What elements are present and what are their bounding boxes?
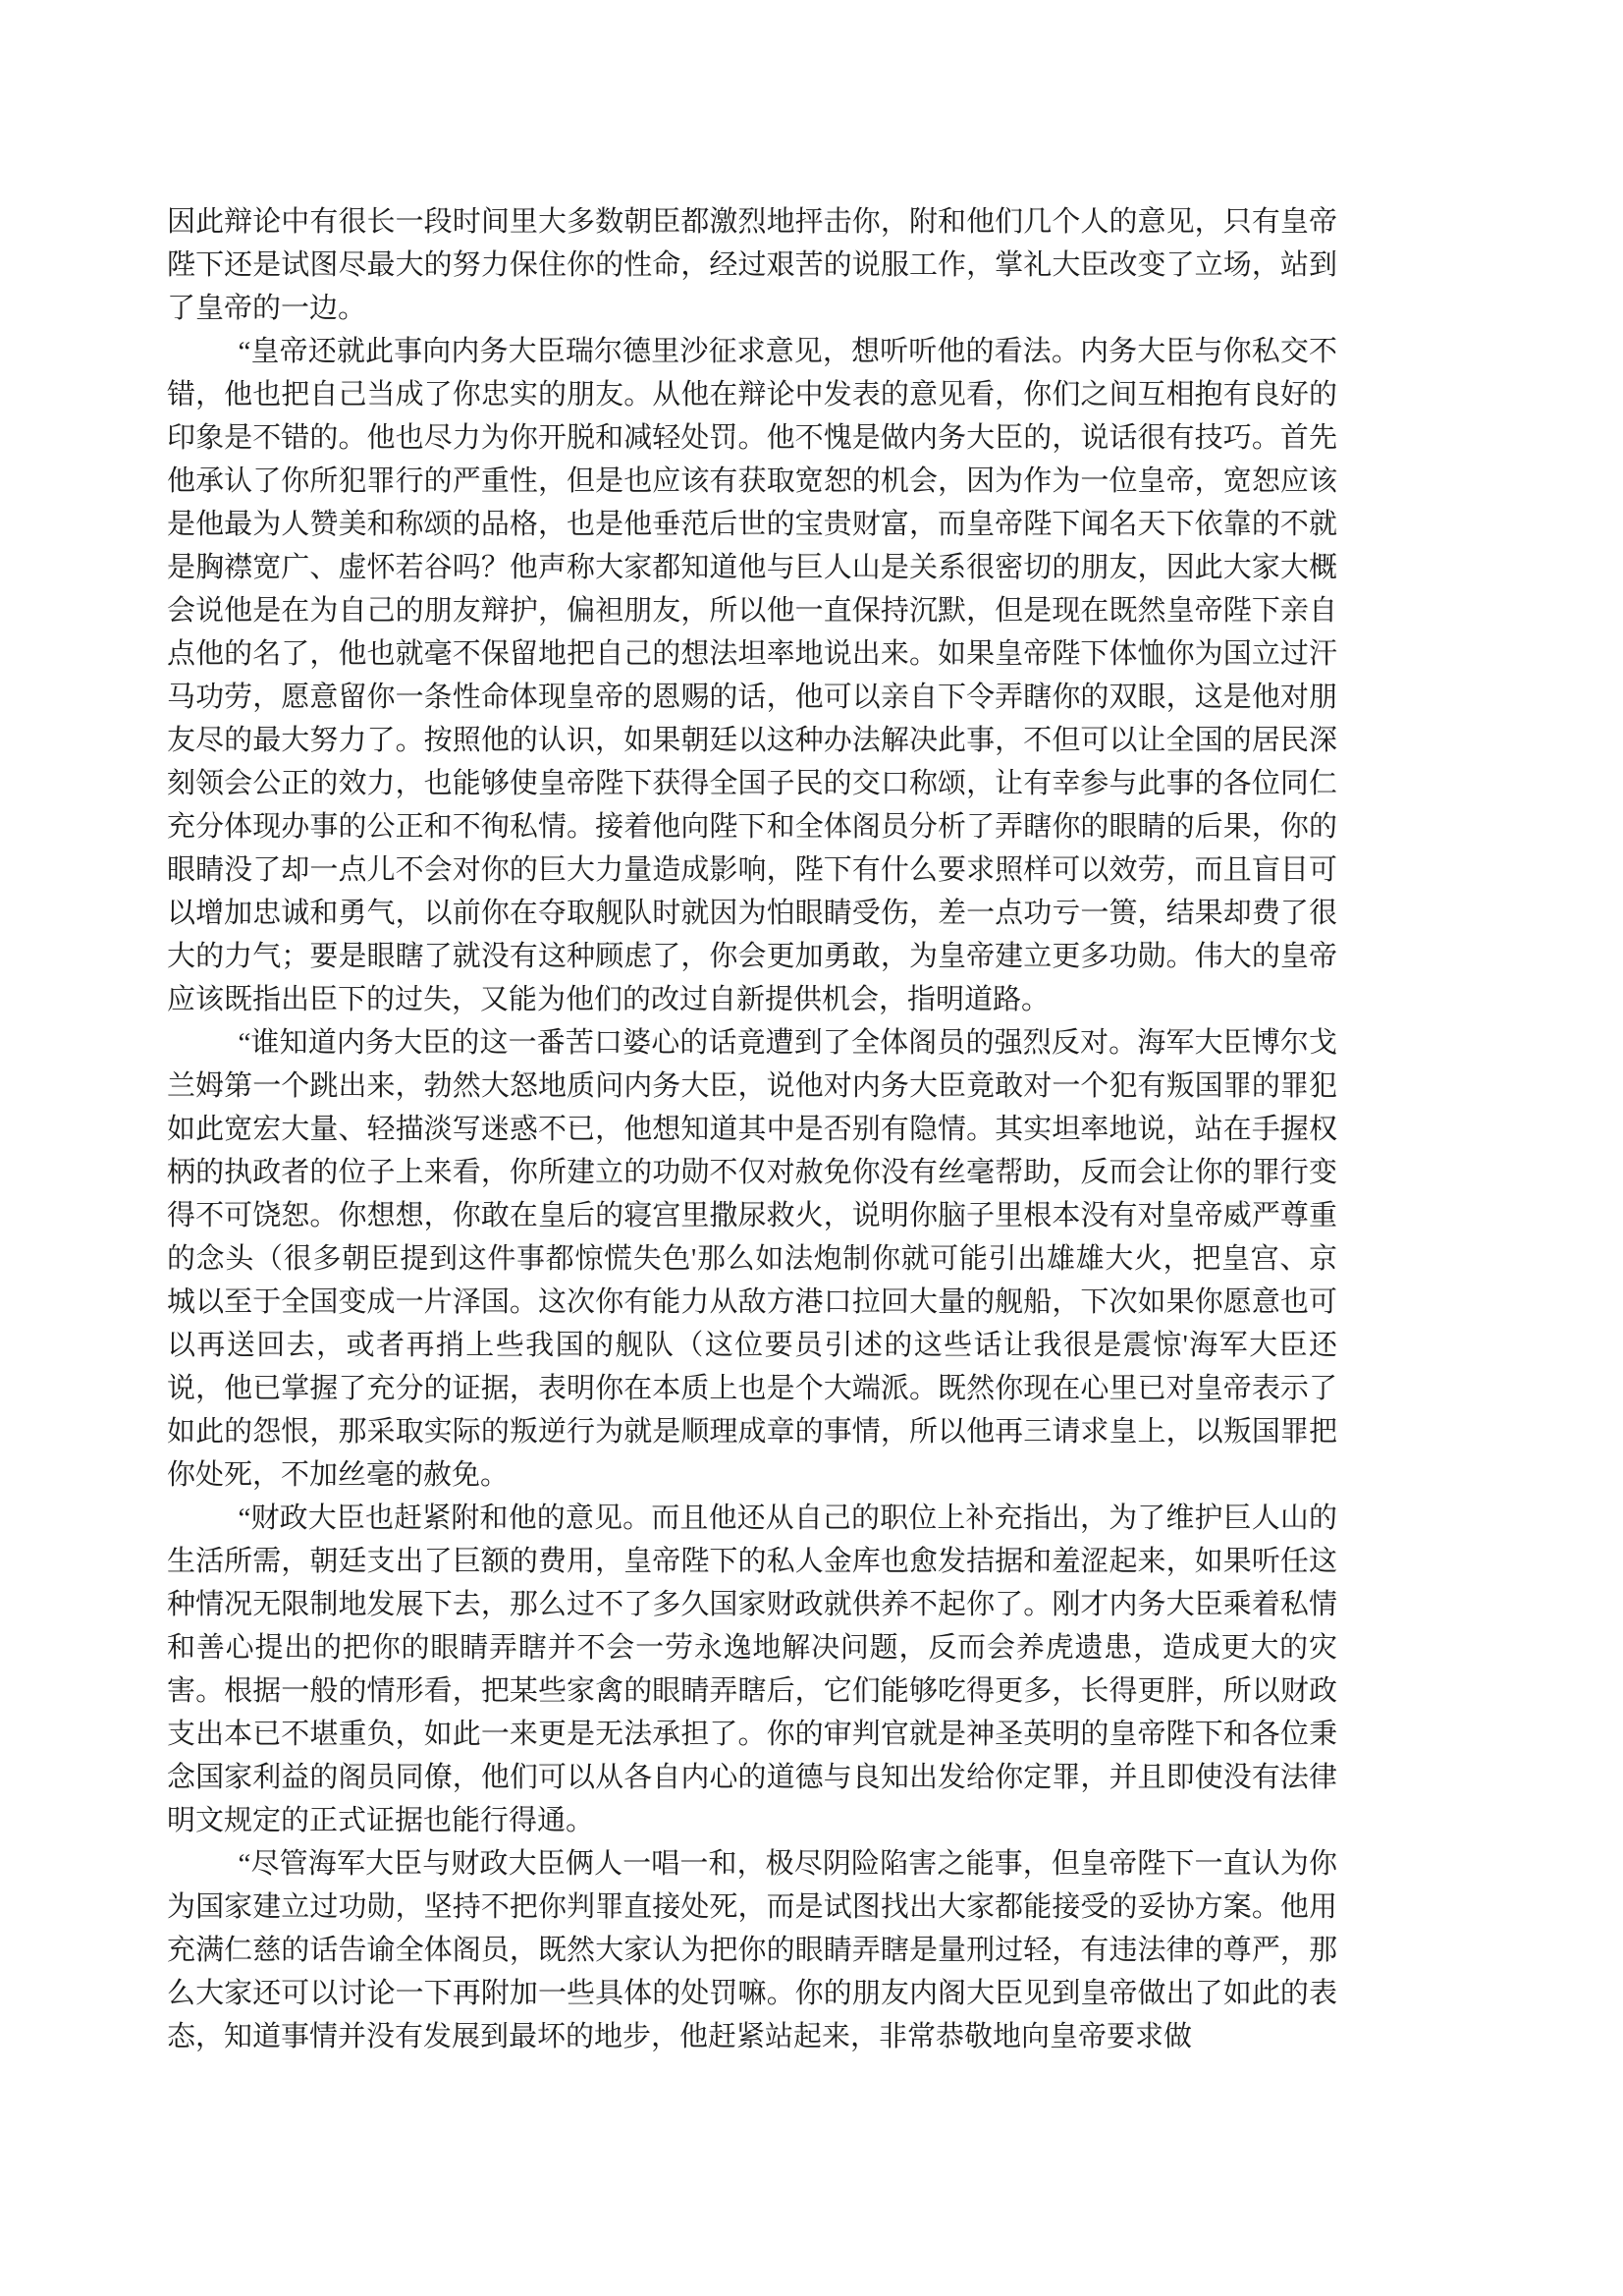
paragraph-treasurer-opinion: “财政大臣也赶紧附和他的意见。而且他还从自己的职位上补充指出，为了维护巨人山的生活所需，朝廷支出了巨额的费用，皇帝陛下的私人金库也愈发拮据和羞涩起来，如果听任这种情况无限制地发展下去，那么过不了多久国家财政就供养不起你了。刚才内务大臣乘着私情和善心提出的把你的眼睛弄瞎并不会一劳永逸地解决问题，反而会养虎遗患，造成更大的灾害。根据一般的情形看，把某些家禽的眼睛弄瞎后，它们能够吃得更多，长得更胖，所以财政支出本已不堪重负，如此一来更是无法承担了。你的审判官就是神圣英明的皇帝陛下和各位秉念国家利益的阁员同僚，他们可以从各自内心的道德与良知出发给你定罪，并且即使没有法律明文规定的正式证据也能行得通。 (167, 1503, 1337, 1836)
text-block (167, 200, 1337, 2058)
paragraph-admiral-objection: “谁知道内务大臣的这一番苦口婆心的话竟遭到了全体阁员的强烈反对。海军大臣博尔戈兰姆第一个跳出来，勃然大怒地质问内务大臣，说他对内务大臣竟敢对一个犯有叛国罪的罪犯如此宽宏大量、轻描淡写迷惑不已，他想知道其中是否别有隐情。其实坦率地说，站在手握权柄的执政者的位子上来看，你所建立的功勋不仅对赦免你没有丝毫帮助，反而会让你的罪行变得不可饶恕。你想想，你敢在皇后的寝宫里撒尿救火，说明你脑子里根本没有对皇帝威严尊重的念头（很多朝臣提到这件事都惊慌失色'那么如法炮制你就可能引出雄雄大火，把皇宫、京城以至于全国变成一片泽国。这次你有能力从敌方港口拉回大量的舰船，下次如果你愿意也可以再送回去，或者再捎上些我国的舰队（这位要员引述的这些话让我很是震惊'海军大臣还说，他已掌握了充分的证据，表明你在本质上也是个大端派。既然你现在心里已对皇帝表示了如此的怨恨，那采取实际的叛逆行为就是顺理成章的事情，所以他再三请求皇上，以叛国罪把你处死，不加丝毫的赦免。 (167, 1027, 1337, 1491)
paragraph-continuation: 因此辩论中有很长一段时间里大多数朝臣都激烈地抨击你，附和他们几个人的意见，只有皇帝陛下还是试图尽最大的努力保住你的性命，经过艰苦的说服工作，掌礼大臣改变了立场，站到了皇帝的一边。 (167, 206, 1337, 324)
paragraph-interior-minister-opinion: “皇帝还就此事向内务大臣瑞尔德里沙征求意见，想听听他的看法。内务大臣与你私交不错，他也把自己当成了你忠实的朋友。从他在辩论中发表的意见看，你们之间互相抱有良好的印象是不错的。他也尽力为你开脱和减轻处罚。他不愧是做内务大臣的，说话很有技巧。首先他承认了你所犯罪行的严重性，但是也应该有获取宽恕的机会，因为作为一位皇帝，宽恕应该是他最为人赞美和称颂的品格，也是他垂范后世的宝贵财富，而皇帝陛下闻名天下依靠的不就是胸襟宽广、虚怀若谷吗？他声称大家都知道他与巨人山是关系很密切的朋友，因此大家大概会说他是在为自己的朋友辩护，偏袒朋友，所以他一直保持沉默，但是现在既然皇帝陛下亲自点他的名了，他也就毫不保留地把自己的想法坦率地说出来。如果皇帝陛下体恤你为国立过汗马功劳，愿意留你一条性命体现皇帝的恩赐的话，他可以亲自下令弄瞎你的双眼，这是他对朋友尽的最大努力了。按照他的认识，如果朝廷以这种办法解决此事，不但可以让全国的居民深刻领会公正的效力，也能够使皇帝陛下获得全国子民的交口称颂，让有幸参与此事的各位同仁充分体现办事的公正和不徇私情。接着他向陛下和全体阁员分析了弄瞎你的眼睛的后果，你的眼睛没了却一点儿不会对你的巨大力量造成影响，陛下有什么要求照样可以效劳，而且盲目可以增加忠诚和勇气，以前你在夺取舰队时就因为怕眼睛受伤，差一点功亏一篑，结果却费了很大的力气；要是眼瞎了就没有这种顾虑了，你会更加勇敢，为皇帝建立更多功勋。伟大的皇帝应该既指出臣下的过失，又能为他们的改过自新提供机会，指明道路。 (167, 336, 1337, 1015)
paragraph-emperor-compromise: “尽管海军大臣与财政大臣俩人一唱一和，极尽阴险陷害之能事，但皇帝陛下一直认为你为国家建立过功勋，坚持不把你判罪直接处死，而是试图找出大家都能接受的妥协方案。他用充满仁慈的话告谕全体阁员，既然大家认为把你的眼睛弄瞎是量刑过轻，有违法律的尊严，那么大家还可以讨论一下再附加一些具体的处罚嘛。你的朋友内阁大臣见到皇帝做出了如此的表态，知道事情并没有发展到最坏的地步，他赶紧站起来，非常恭敬地向皇帝要求做 (167, 1848, 1337, 2052)
